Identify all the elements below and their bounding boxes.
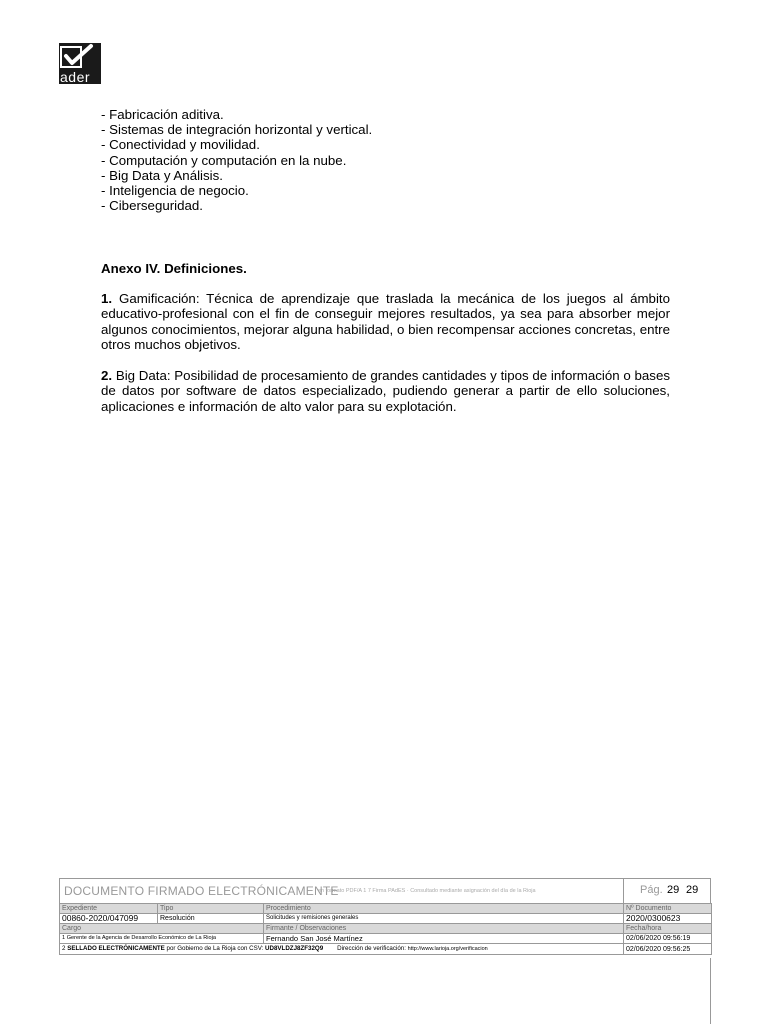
list-item: - Conectividad y movilidad.	[101, 137, 260, 153]
cargo-cell	[60, 934, 264, 944]
signer-cargo: Gerente de la Agencia de Desarrollo Económico de La Rioja	[66, 935, 216, 941]
page-label: Pág.	[640, 884, 663, 896]
table-row	[60, 944, 712, 955]
signature-footer	[59, 878, 711, 955]
tipo-cell: Resolución	[158, 914, 264, 924]
list-item: - Sistemas de integración horizontal y vertical.	[101, 122, 373, 138]
signer-number: 2	[62, 945, 66, 952]
fecha-cell: 02/06/2020 09:56:19	[624, 934, 712, 944]
definition-text: Gamificación: Técnica de aprendizaje que traslada la mecánica de los juegos al ámbito educativo-profesional con el fin de conseguir mejores resultados, ya sea para absorber mejor algunos conocimientos, mejorar alguna habilidad, o bien recompensar acciones concretas, entre otros muchos objetivos.	[101, 291, 670, 353]
table-row	[60, 914, 712, 924]
list-item: - Computación y computación en la nube.	[101, 152, 347, 168]
list-item: - Inteligencia de negocio.	[101, 183, 249, 199]
definition-big-data	[101, 368, 670, 414]
definition-number: 1.	[101, 291, 113, 306]
header-cell: Expediente	[60, 904, 158, 914]
definition-text: Big Data: Posibilidad de procesamiento de grandes cantidades y tipos de información o bases de datos por software de datos especializado, pudiendo generar a partir de ello soluciones, aplicaciones e información de alto valor para su explotación.	[101, 368, 670, 414]
list-item: - Fabricación aditiva.	[101, 107, 224, 122]
sello-cell	[60, 944, 624, 955]
header-cell: Nº Documento	[624, 904, 712, 914]
page-indicator	[623, 879, 710, 903]
documento-cell: 2020/0300623	[624, 914, 712, 924]
footer-title: DOCUMENTO FIRMADO ELECTRÓNICAMENTE	[64, 884, 339, 898]
list-item: - Big Data y Análisis.	[101, 167, 223, 183]
footer-title-bar	[59, 878, 711, 903]
definition-number: 2.	[101, 368, 113, 383]
logo-text: ader	[60, 69, 91, 85]
header-cell: Cargo	[60, 924, 264, 934]
definition-gamificacion	[101, 291, 670, 353]
procedimiento-cell: Solicitudes y remisiones generales	[264, 914, 624, 924]
footer-subtitle: en formato PDF/A 1 7 Firma PAdES · Consultado mediante asignación del día de la Rioja	[318, 888, 536, 894]
verif-label: Dirección de verificación:	[337, 945, 408, 952]
signer-number: 1	[62, 935, 66, 941]
page-total: 29	[686, 884, 699, 896]
header-cell: Procedimiento	[264, 904, 624, 914]
header-cell: Firmante / Observaciones	[264, 924, 624, 934]
signature-table	[59, 903, 712, 955]
fecha-cell: 02/06/2020 09:56:25	[624, 944, 712, 955]
sello-label: SELLADO ELECTRÓNICAMENTE	[67, 945, 165, 952]
margin-rule	[710, 958, 711, 1024]
header-cell: Tipo	[158, 904, 264, 914]
table-row	[60, 934, 712, 944]
page-number: 29	[667, 884, 680, 896]
header-cell: Fecha/hora	[624, 924, 712, 934]
table-header-row	[60, 924, 712, 934]
annex-heading: Anexo IV. Definiciones.	[101, 261, 247, 276]
firmante-cell: Fernando San José Martínez	[264, 934, 624, 944]
expediente-cell: 00860-2020/047099	[60, 914, 158, 924]
csv-code: UD8VLDZJ8ZF32Q9	[265, 945, 324, 952]
table-header-row	[60, 904, 712, 914]
technology-list	[101, 107, 372, 213]
ader-logo	[59, 43, 101, 84]
verif-url: http://www.larioja.org/verificacion	[407, 946, 488, 952]
list-item: - Ciberseguridad.	[101, 198, 203, 214]
sello-text: por Gobierno de La Rioja con CSV:	[164, 945, 266, 952]
